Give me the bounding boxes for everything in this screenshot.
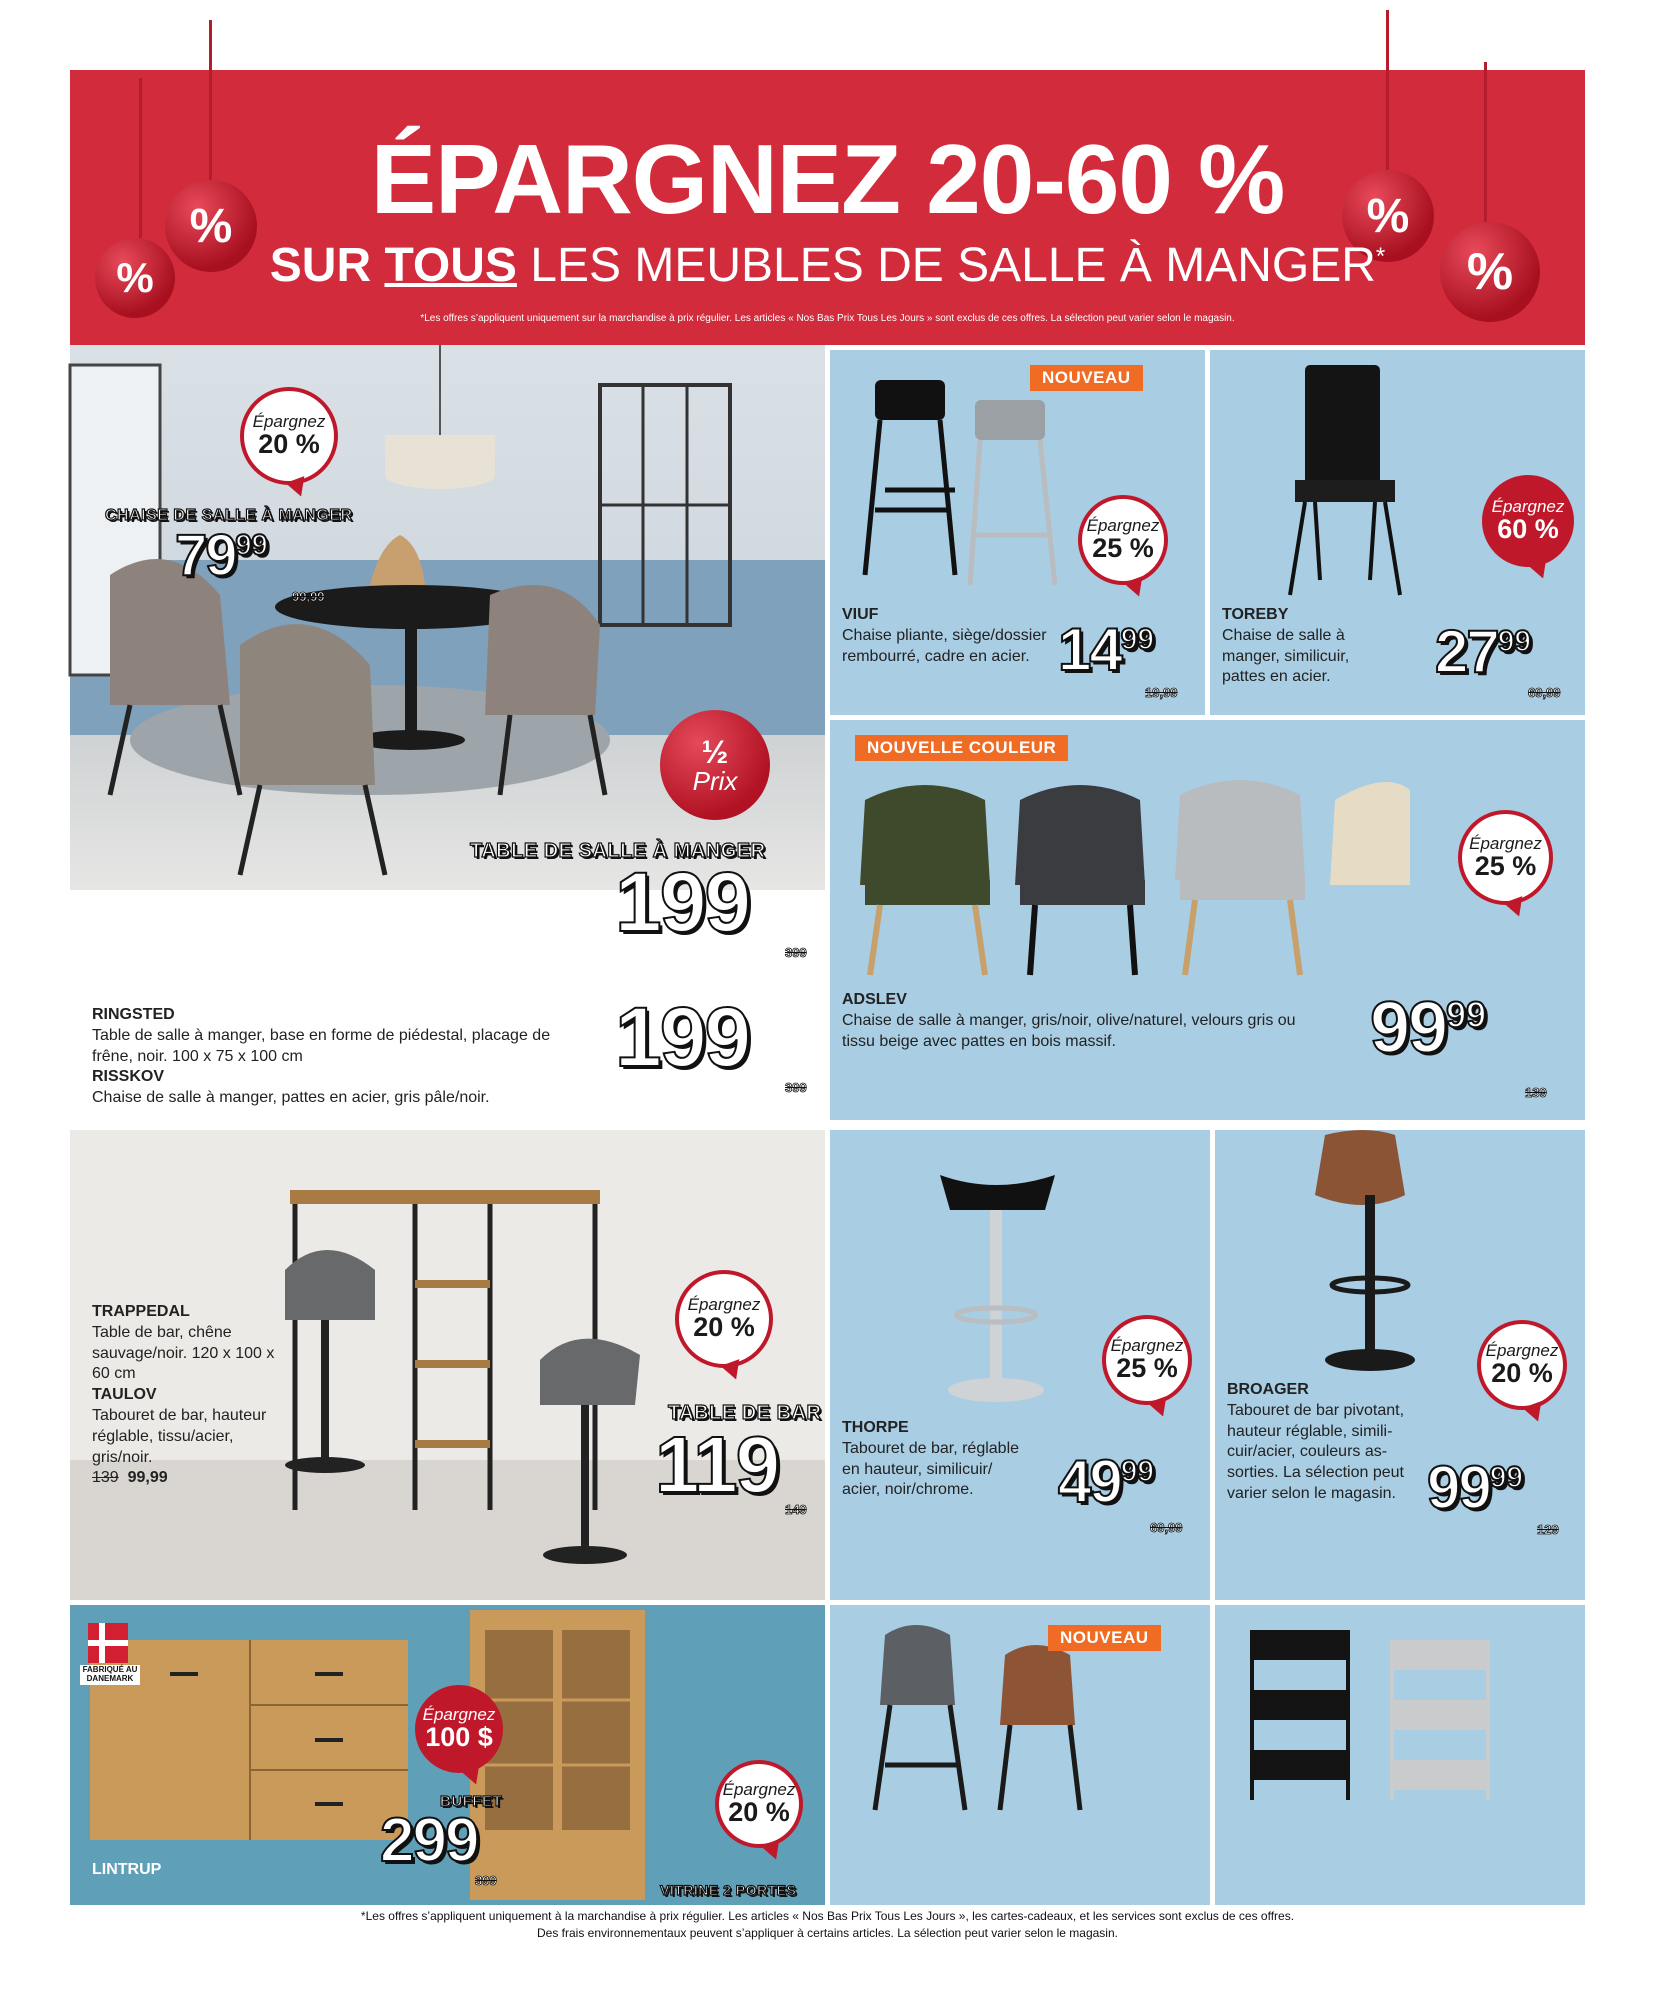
thorpe-copy: [842, 1418, 1032, 1501]
price-cents: 99: [1120, 1455, 1155, 1488]
table-price: 199: [615, 990, 750, 1084]
product-name: TRAPPEDAL: [92, 1303, 190, 1320]
savings-value: 20 %: [693, 1312, 755, 1343]
bar-table-label: TABLE DE BAR: [668, 1402, 822, 1424]
viuf-panel: [830, 350, 1205, 715]
black-chair-image: [1270, 360, 1420, 600]
table-old-price: 399: [785, 1080, 807, 1095]
product-name: ADSLEV: [842, 991, 907, 1008]
broager-old-price: 129: [1537, 1522, 1559, 1537]
toreby-price: [1435, 618, 1532, 685]
flyer-page: [70, 70, 1585, 1940]
thorpe-panel: [830, 1130, 1210, 1600]
hygum-panel: [830, 1605, 1210, 1905]
chair-price: [175, 523, 268, 588]
sub-emphasis: TOUS: [384, 239, 517, 292]
price-main: 79: [175, 523, 236, 588]
broager-panel: [1215, 1130, 1585, 1600]
footer-line: Des frais environnementaux peuvent s’appliquer à certains articles. La sélection peut varier selon le magasin.: [537, 1925, 1118, 1940]
thorpe-price: [1058, 1448, 1155, 1515]
savings-word: Épargnez: [1491, 497, 1565, 517]
ornament-text: %: [1466, 243, 1514, 301]
savings-word: Épargnez: [722, 1780, 796, 1800]
ringsted-panel: [70, 345, 825, 960]
half-price-ornament: [660, 710, 770, 820]
banner-subheadline: [70, 239, 1585, 292]
adslev-price: [1370, 988, 1487, 1068]
thorpe-old-price: 69,99: [1150, 1520, 1183, 1535]
price-cents: 99: [235, 529, 268, 562]
stool-image: [1295, 1135, 1445, 1395]
banner-fineprint: *Les offres s’appliquent uniquement sur la marchandise à prix régulier. Les articles « Nos Bas Prix Tous Les Jours » sont exclus de ces offres. La sélection peut varier selon le magasin.: [420, 313, 1235, 324]
table-label: TABLE DE SALLE À MANGER: [470, 840, 766, 862]
toreby-old-price: 69,99: [1528, 685, 1561, 700]
banner-headline: ÉPARGNEZ 20-60 %: [370, 124, 1285, 234]
stool-price: 99,99: [127, 1469, 168, 1487]
sub-star: *: [1375, 243, 1386, 270]
viuf-copy: [842, 605, 1052, 667]
toreby-panel: [1210, 350, 1585, 715]
armchairs-image: [850, 780, 1410, 980]
broager-copy: [1227, 1380, 1422, 1505]
price-main: 27: [1435, 618, 1498, 685]
savings-bubble: [240, 387, 338, 485]
promo-banner: [70, 70, 1585, 345]
product-name: BROAGER: [1227, 1381, 1309, 1398]
savings-bubble: [1477, 1320, 1567, 1410]
product-desc: Table de salle à manger, base en forme de piédestal, placage de frêne, noir. 100 x 75 x 100 cm: [92, 1026, 551, 1065]
buffet-label: BUFFET: [440, 1793, 503, 1810]
trappedal-copy: [92, 1302, 292, 1489]
price-main: 99: [1370, 988, 1447, 1068]
savings-value: 25 %: [1474, 850, 1537, 881]
savings-bubble: [1458, 810, 1553, 905]
product-desc: Chaise de salle à manger, gris/noir, olive/naturel, velours gris ou tissu beige avec pattes en bois massif.: [842, 1011, 1296, 1050]
made-in-denmark-label: FABRIQUÉ AU DANEMARK: [80, 1665, 140, 1685]
savings-bubble: [715, 1760, 803, 1848]
folding-chairs-image: [855, 370, 1105, 590]
sub-prefix: SUR: [269, 239, 372, 292]
bar-table-old-price: 149: [785, 1502, 807, 1517]
savings-bubble: [1102, 1315, 1192, 1405]
trappedal-panel: [70, 1130, 825, 1600]
stool-old-price: 139: [92, 1469, 119, 1487]
adslev-old-price: 139: [1525, 1085, 1547, 1100]
product-desc: Chaise de salle à manger, similicuir, pattes en acier.: [1222, 626, 1350, 686]
viuf-price: [1058, 616, 1155, 683]
stool-image: [920, 1165, 1070, 1425]
product-name: TAULOV: [92, 1386, 157, 1404]
ornament-text: %: [116, 254, 154, 301]
table-price: 199: [615, 855, 750, 949]
product-name: RINGSTED: [92, 1006, 175, 1023]
savings-bubble: [675, 1270, 773, 1368]
vitrine-label: VITRINE 2 PORTES: [660, 1882, 797, 1898]
product-desc: Chaise pliante, siège/dossier rembourré, cadre en acier.: [842, 626, 1047, 665]
toreby-copy: [1222, 605, 1397, 688]
savings-value: 25 %: [1092, 533, 1154, 564]
savings-value: 60 %: [1497, 514, 1559, 545]
carts-image: [1240, 1630, 1510, 1810]
product-name: THORPE: [842, 1419, 909, 1436]
savings-word: Épargnez: [1485, 1341, 1559, 1361]
chair-label: CHAISE DE SALLE À MANGER: [105, 507, 353, 524]
product-name: TOREBY: [1222, 606, 1289, 623]
price-main: 99: [1427, 1454, 1490, 1521]
ringsted-copy: [92, 1005, 562, 1109]
half-word: Prix: [692, 766, 738, 796]
price-main: 14: [1058, 616, 1121, 683]
product-desc: Chaise de salle à manger, pattes en acier, gris pâle/noir.: [92, 1089, 490, 1107]
ornament-text: %: [189, 199, 233, 253]
price-cents: 99: [1497, 625, 1532, 658]
product-desc: Table de bar, chêne sauvage/noir. 120 x 100 x 60 cm: [92, 1323, 275, 1383]
bar-table-price: 119: [655, 1420, 779, 1509]
savings-value: 20 %: [728, 1797, 790, 1828]
savings-word: Épargnez: [1110, 1336, 1184, 1356]
half-number: ½: [701, 734, 729, 770]
footer-disclaimer: [70, 1908, 1585, 1942]
savings-value: 20 %: [1491, 1358, 1553, 1389]
buffet-price: 299: [380, 1806, 478, 1875]
footer-line: *Les offres s’appliquent uniquement à la marchandise à prix régulier. Les articles « Nos Bas Prix Tous Les Jours », les cartes-cadeaux, et les services sont exclus de ces offres.: [360, 1909, 1295, 1923]
product-desc: Tabouret de bar, réglable en hauteur, similicuir/ acier, noir/chrome.: [842, 1439, 1020, 1499]
savings-value: 20 %: [258, 429, 320, 460]
buffet-old-price: 399: [475, 1873, 497, 1888]
product-desc: Tabouret de bar, hauteur réglable, tissu/acier, gris/noir.: [92, 1406, 267, 1466]
savings-value: 25 %: [1116, 1353, 1178, 1384]
savings-word: Épargnez: [1086, 516, 1160, 536]
adslev-copy: [842, 990, 1312, 1052]
chair-old-price: 99,99: [292, 589, 325, 604]
product-name: VIUF: [842, 606, 879, 623]
price-cents: 99: [1120, 623, 1155, 656]
denmark-flag-icon: [88, 1623, 128, 1663]
savings-word: Épargnez: [252, 412, 326, 432]
new-tag: NOUVEAU: [1030, 365, 1143, 391]
savings-bubble: [1078, 495, 1168, 585]
price-main: 49: [1058, 1448, 1121, 1515]
savings-value: 100 $: [425, 1722, 493, 1753]
savings-word: Épargnez: [1469, 833, 1542, 853]
table-old-price: 399: [785, 945, 807, 960]
sub-rest: LES MEUBLES DE SALLE À MANGER: [530, 239, 1376, 292]
product-name: LINTRUP: [92, 1861, 162, 1878]
savings-bubble: [1482, 475, 1574, 567]
broager-price: [1427, 1454, 1524, 1521]
savings-word: Épargnez: [687, 1295, 761, 1315]
product-desc: Tabouret de bar pivotant, hauteur réglable, simili- cuir/acier, couleurs as- sorties. La sélection peut varier selon le magasin.: [1227, 1401, 1405, 1502]
new-color-tag: NOUVELLE COULEUR: [855, 735, 1068, 761]
viuf-old-price: 19,99: [1145, 685, 1178, 700]
lintrup-copy-block: [92, 1860, 562, 1881]
new-tag: NOUVEAU: [1048, 1625, 1161, 1651]
price-cents: 99: [1489, 1461, 1524, 1494]
kanstrup-panel: [1215, 1605, 1585, 1905]
savings-bubble: [415, 1685, 503, 1773]
price-cents: 99: [1446, 993, 1487, 1035]
adslev-panel: [830, 720, 1585, 1120]
savings-word: Épargnez: [422, 1705, 496, 1725]
product-name: RISSKOV: [92, 1068, 165, 1086]
ornament-text: %: [1366, 189, 1410, 243]
